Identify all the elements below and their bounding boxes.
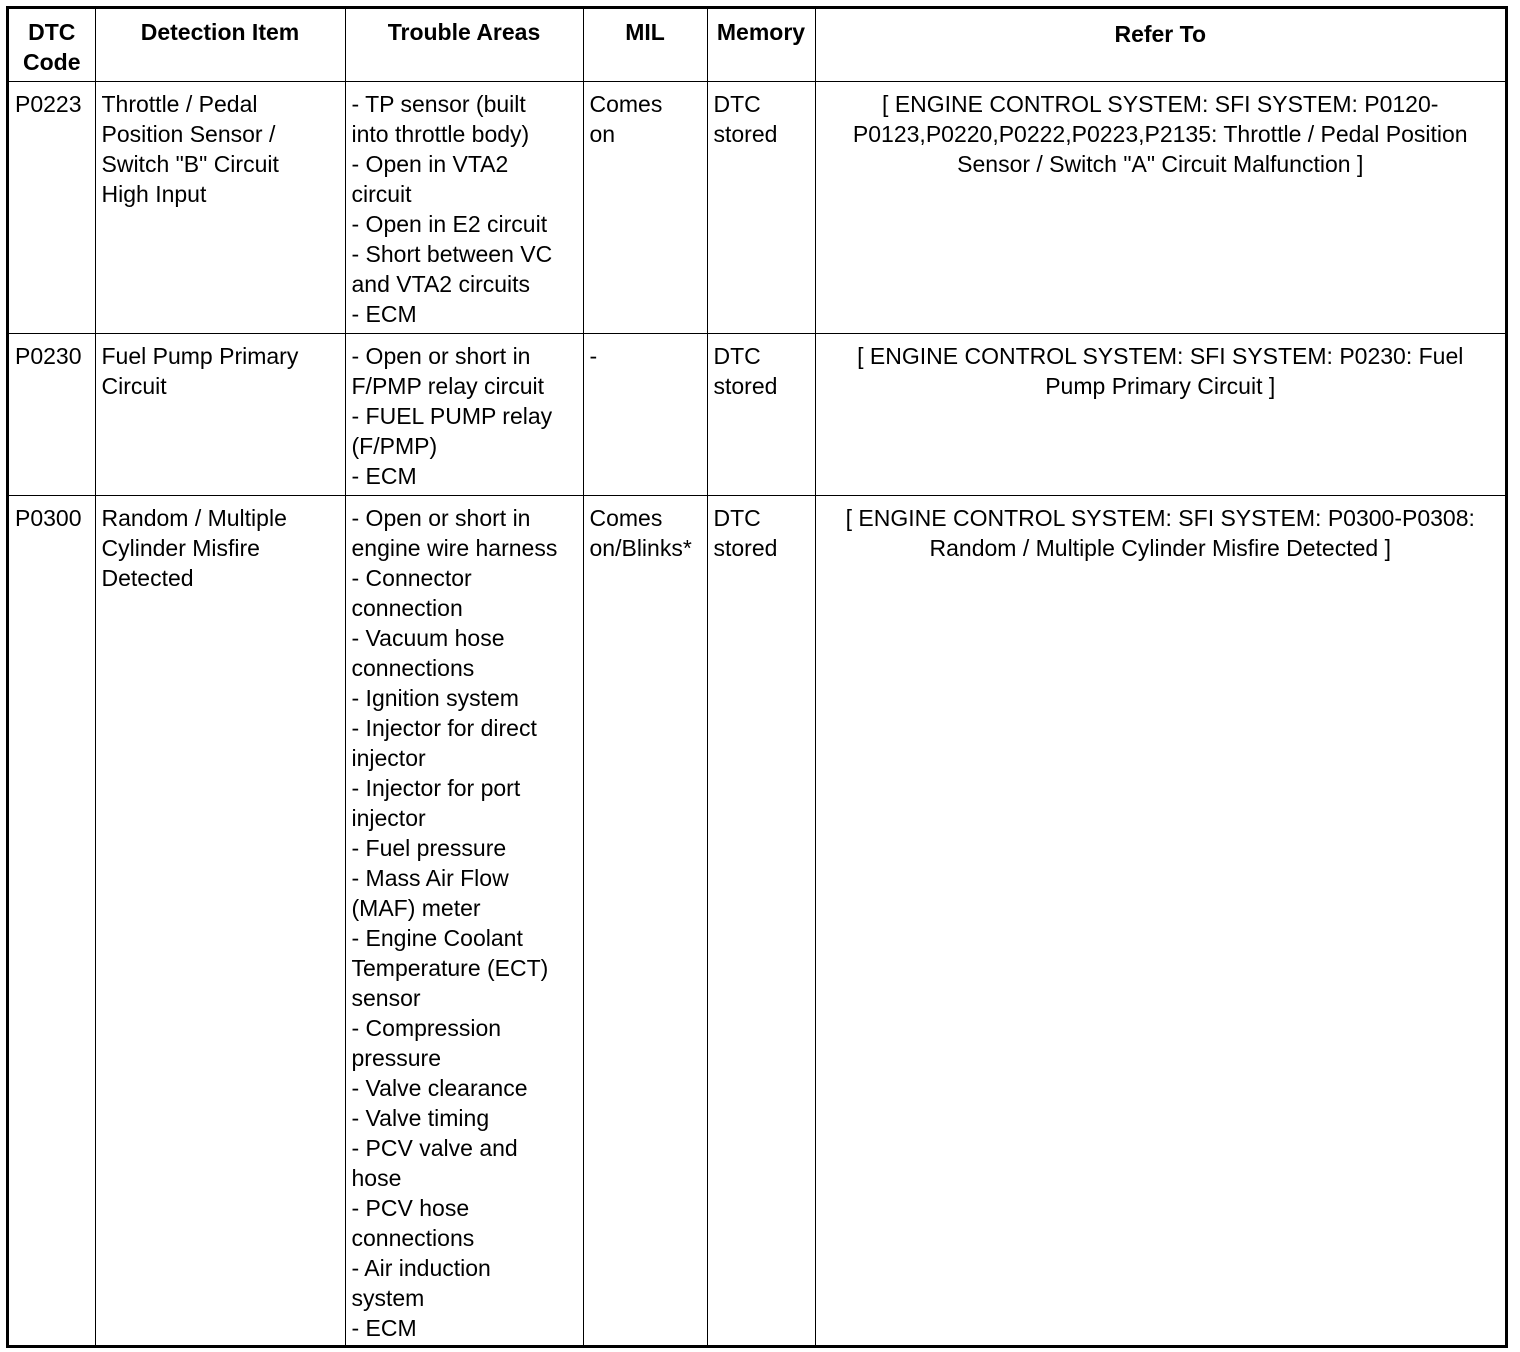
table-row [9,82,1505,334]
trouble-area-line: - Vacuum hose [351,625,505,651]
trouble-area-line: - Valve clearance [351,1075,528,1101]
header-trouble-areas: Trouble Areas [345,9,583,82]
trouble-area-line: sensor [351,985,421,1011]
memory-line: DTC [713,343,761,369]
trouble-area-line: - Open or short in [351,505,531,531]
mil-line: Comes [589,91,663,117]
trouble-area-line: into throttle body) [351,121,530,147]
refer-to-link-text: [ ENGINE CONTROL SYSTEM: SFI SYSTEM: P0120-P0123,P0220,P0222,P0223,P2135: Throttle / Pedal Position Sensor / Switch "A" Circuit Malfunction ] [852,91,1468,177]
mil-line: on/Blinks* [589,535,692,561]
mil-cell [583,82,707,334]
trouble-area-line: engine wire harness [351,535,558,561]
memory-line: DTC [713,505,761,531]
memory-cell [707,496,815,1348]
trouble-area-line: - Valve timing [351,1105,490,1131]
trouble-area-line: connection [351,595,463,621]
trouble-area-line: system [351,1285,425,1311]
detection-item-cell [95,334,345,496]
detection-item-line: Cylinder Misfire [101,535,260,561]
trouble-area-line: - Open in VTA2 [351,151,509,177]
dtc-code-cell: P0300 [9,496,95,1348]
trouble-area-line: - Injector for direct [351,715,537,741]
detection-item-line: Position Sensor / [101,121,276,147]
refer-to-link-text: [ ENGINE CONTROL SYSTEM: SFI SYSTEM: P0230: Fuel Pump Primary Circuit ] [857,343,1464,399]
trouble-area-line: injector [351,745,426,771]
detection-item-line: Fuel Pump Primary [101,343,299,369]
header-dtc-code [9,9,95,82]
trouble-area-line: and VTA2 circuits [351,271,531,297]
mil-line: - [589,343,598,369]
detection-item-cell [95,82,345,334]
table-row [9,334,1505,496]
refer-to-cell [815,496,1505,1348]
trouble-area-line: - Open in E2 circuit [351,211,548,237]
dtc-table-frame [6,6,1508,1348]
trouble-area-line: injector [351,805,426,831]
trouble-area-line: - Open or short in [351,343,531,369]
detection-item-line: Detected [101,565,194,591]
memory-line: DTC [713,91,761,117]
trouble-area-line: - TP sensor (built [351,91,526,117]
header-dtc-code-line1: DTC [28,19,76,45]
trouble-area-line: Temperature (ECT) [351,955,549,981]
trouble-area-line: - ECM [351,463,417,489]
memory-line: stored [713,121,778,147]
refer-to-cell [815,82,1505,334]
detection-item-line: Throttle / Pedal [101,91,258,117]
detection-item-line: High Input [101,181,207,207]
detection-item-line: Random / Multiple [101,505,287,531]
trouble-area-line: - ECM [351,301,417,327]
dtc-table [9,9,1505,1347]
trouble-area-line: - FUEL PUMP relay [351,403,553,429]
trouble-area-line: - Mass Air Flow [351,865,509,891]
memory-cell [707,82,815,334]
trouble-area-line: connections [351,655,475,681]
table-body [9,82,1505,1348]
dtc-code-cell: P0223 [9,82,95,334]
trouble-areas-cell [345,82,583,334]
mil-line: on [589,121,616,147]
dtc-code-cell: P0230 [9,334,95,496]
header-memory: Memory [707,9,815,82]
table-row [9,496,1505,1348]
trouble-area-line: - PCV valve and [351,1135,518,1161]
trouble-area-line: - Engine Coolant [351,925,523,951]
mil-cell [583,496,707,1348]
refer-to-cell [815,334,1505,496]
table-header-row [9,9,1505,82]
mil-line: Comes [589,505,663,531]
header-mil: MIL [583,9,707,82]
detection-item-cell [95,496,345,1348]
trouble-area-line: connections [351,1225,475,1251]
trouble-area-line: pressure [351,1045,441,1071]
trouble-area-line: (F/PMP) [351,433,438,459]
detection-item-line: Circuit [101,373,167,399]
trouble-areas-cell [345,496,583,1348]
trouble-area-line: - Connector [351,565,472,591]
mil-cell [583,334,707,496]
trouble-areas-cell [345,334,583,496]
trouble-area-line: (MAF) meter [351,895,481,921]
memory-line: stored [713,535,778,561]
trouble-area-line: - ECM [351,1315,417,1341]
header-dtc-code-line2: Code [23,49,81,75]
detection-item-line: Switch "B" Circuit [101,151,279,177]
memory-cell [707,334,815,496]
trouble-area-line: circuit [351,181,412,207]
trouble-area-line: - PCV hose [351,1195,470,1221]
trouble-area-line: - Injector for port [351,775,521,801]
trouble-area-line: - Short between VC [351,241,553,267]
refer-to-link-text: [ ENGINE CONTROL SYSTEM: SFI SYSTEM: P0300-P0308: Random / Multiple Cylinder Misfire Detected ] [845,505,1475,561]
header-detection-item: Detection Item [95,9,345,82]
trouble-area-line: F/PMP relay circuit [351,373,545,399]
header-refer-to: Refer To [815,9,1505,82]
trouble-area-line: - Air induction [351,1255,491,1281]
trouble-area-line: - Ignition system [351,685,519,711]
trouble-area-line: - Compression [351,1015,502,1041]
memory-line: stored [713,373,778,399]
trouble-area-line: hose [351,1165,402,1191]
trouble-area-line: - Fuel pressure [351,835,507,861]
